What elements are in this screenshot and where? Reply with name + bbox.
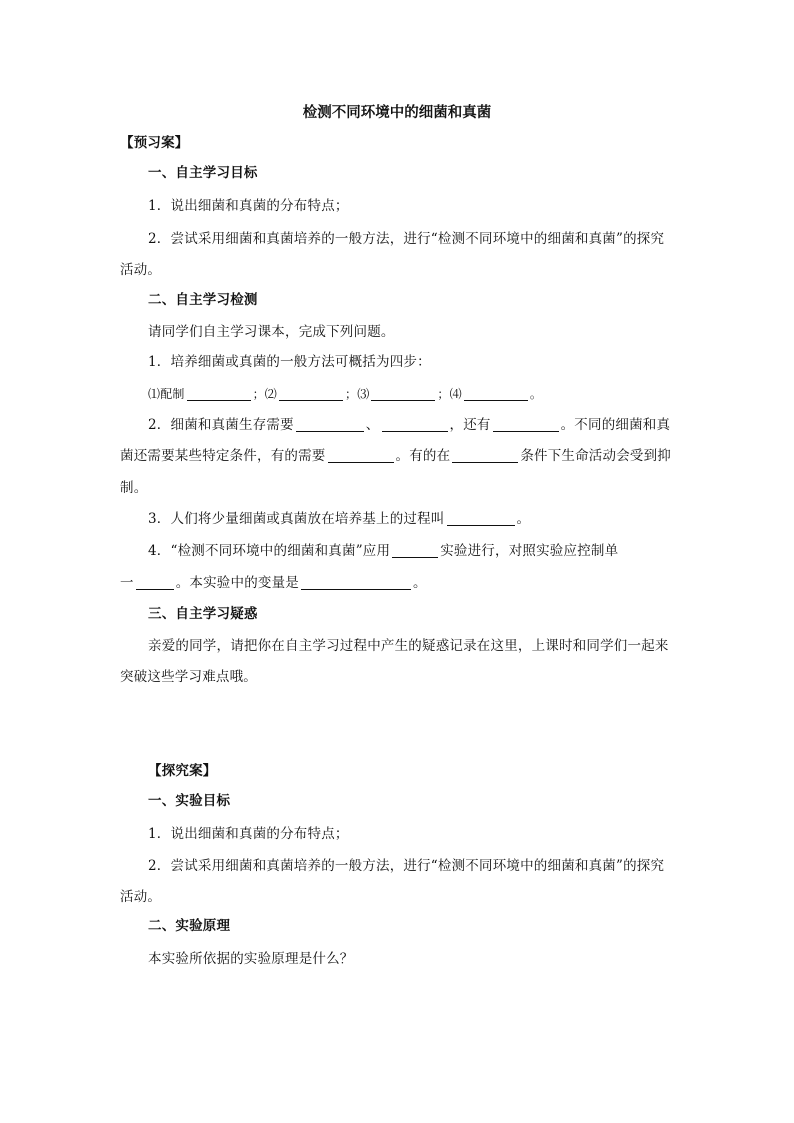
explore-goal-2-line2: 活动。 bbox=[120, 889, 162, 905]
step-end: 。 bbox=[529, 387, 543, 401]
preview-header: 【预习案】 bbox=[120, 135, 189, 151]
q3-text-1: 3．人们将少量细菌或真菌放在培养基上的过程叫 bbox=[148, 511, 445, 527]
question-1-steps bbox=[148, 384, 680, 404]
q2-text-6: 。有的在 bbox=[395, 448, 451, 464]
q2-text-7: 条件下生命活动会受到抑 bbox=[520, 448, 672, 464]
blank-q2-1[interactable] bbox=[296, 416, 364, 432]
preview-doubt-text-2: 突破这些学习难点哦。 bbox=[120, 669, 257, 685]
blank-q2-3[interactable] bbox=[493, 416, 559, 432]
preview-doubt-heading: 三、自主学习疑惑 bbox=[148, 606, 258, 622]
preview-check-heading: 二、自主学习检测 bbox=[148, 292, 258, 308]
blank-q2-4[interactable] bbox=[328, 447, 394, 463]
page-title: 检测不同环境中的细菌和真菌 bbox=[302, 104, 492, 121]
blank-q2-2[interactable] bbox=[382, 416, 448, 432]
q2-text-3: ，还有 bbox=[449, 417, 491, 433]
question-2-line2 bbox=[120, 446, 680, 466]
q4-text-1: 4．“检测不同环境中的细菌和真菌”应用 bbox=[148, 543, 391, 559]
q2-text-1: 2．细菌和真菌生存需要 bbox=[148, 417, 294, 433]
q2-text-5: 菌还需要某些特定条件，有的需要 bbox=[120, 448, 326, 464]
q4-text-3: 一 bbox=[120, 575, 134, 591]
blank-step-2[interactable] bbox=[279, 385, 343, 401]
question-4-line2 bbox=[120, 573, 680, 593]
blank-q3[interactable] bbox=[447, 510, 515, 526]
preview-goal-2-line1: 2．尝试采用细菌和真菌培养的一般方法，进行“检测不同环境中的细菌和真菌”的探究 bbox=[148, 231, 665, 247]
q2-text-4: 。不同的细菌和真 bbox=[560, 417, 671, 433]
question-4-line1 bbox=[148, 541, 680, 561]
blank-step-3[interactable] bbox=[371, 385, 435, 401]
q3-text-2: 。 bbox=[516, 511, 531, 527]
explore-goals-heading: 一、实验目标 bbox=[148, 793, 231, 809]
explore-principle-question: 本实验所依据的实验原理是什么？ bbox=[148, 951, 354, 967]
step-4-label: ；⑷ bbox=[437, 387, 462, 401]
blank-q2-5[interactable] bbox=[452, 447, 518, 463]
preview-check-intro: 请同学们自主学习课本，完成下列问题。 bbox=[148, 324, 395, 340]
explore-header: 【探究案】 bbox=[148, 763, 217, 779]
step-3-label: ；⑶ bbox=[345, 387, 370, 401]
preview-doubt-text-1: 亲爱的同学，请把你在自主学习过程中产生的疑惑记录在这里，上课时和同学们一起来 bbox=[148, 638, 669, 654]
q4-text-4: 。本实验中的变量是 bbox=[175, 575, 300, 591]
question-2-line3: 制。 bbox=[120, 480, 148, 496]
step-1-label: ⑴配制 bbox=[148, 387, 185, 401]
preview-goal-2-line2: 活动。 bbox=[120, 262, 162, 278]
preview-goals-heading: 一、自主学习目标 bbox=[148, 165, 258, 181]
blank-q4-1[interactable] bbox=[392, 542, 438, 558]
step-2-label: ；⑵ bbox=[252, 387, 278, 401]
q2-text-2: 、 bbox=[365, 417, 380, 433]
question-3 bbox=[148, 509, 680, 529]
preview-goal-1: 1．说出细菌和真菌的分布特点； bbox=[148, 198, 349, 214]
question-1: 1．培养细菌或真菌的一般方法可概括为四步： bbox=[148, 354, 431, 370]
blank-q4-3[interactable] bbox=[301, 574, 411, 590]
explore-principle-heading: 二、实验原理 bbox=[148, 918, 231, 934]
blank-step-4[interactable] bbox=[464, 385, 528, 401]
explore-goal-1: 1．说出细菌和真菌的分布特点； bbox=[148, 826, 349, 842]
explore-goal-2-line1: 2．尝试采用细菌和真菌培养的一般方法，进行“检测不同环境中的细菌和真菌”的探究 bbox=[148, 858, 665, 874]
blank-step-1[interactable] bbox=[187, 385, 251, 401]
blank-q4-2[interactable] bbox=[136, 574, 174, 590]
q4-text-2: 实验进行，对照实验应控制单 bbox=[440, 543, 619, 559]
q4-text-5: 。 bbox=[413, 575, 427, 591]
question-2-line1 bbox=[148, 415, 680, 435]
